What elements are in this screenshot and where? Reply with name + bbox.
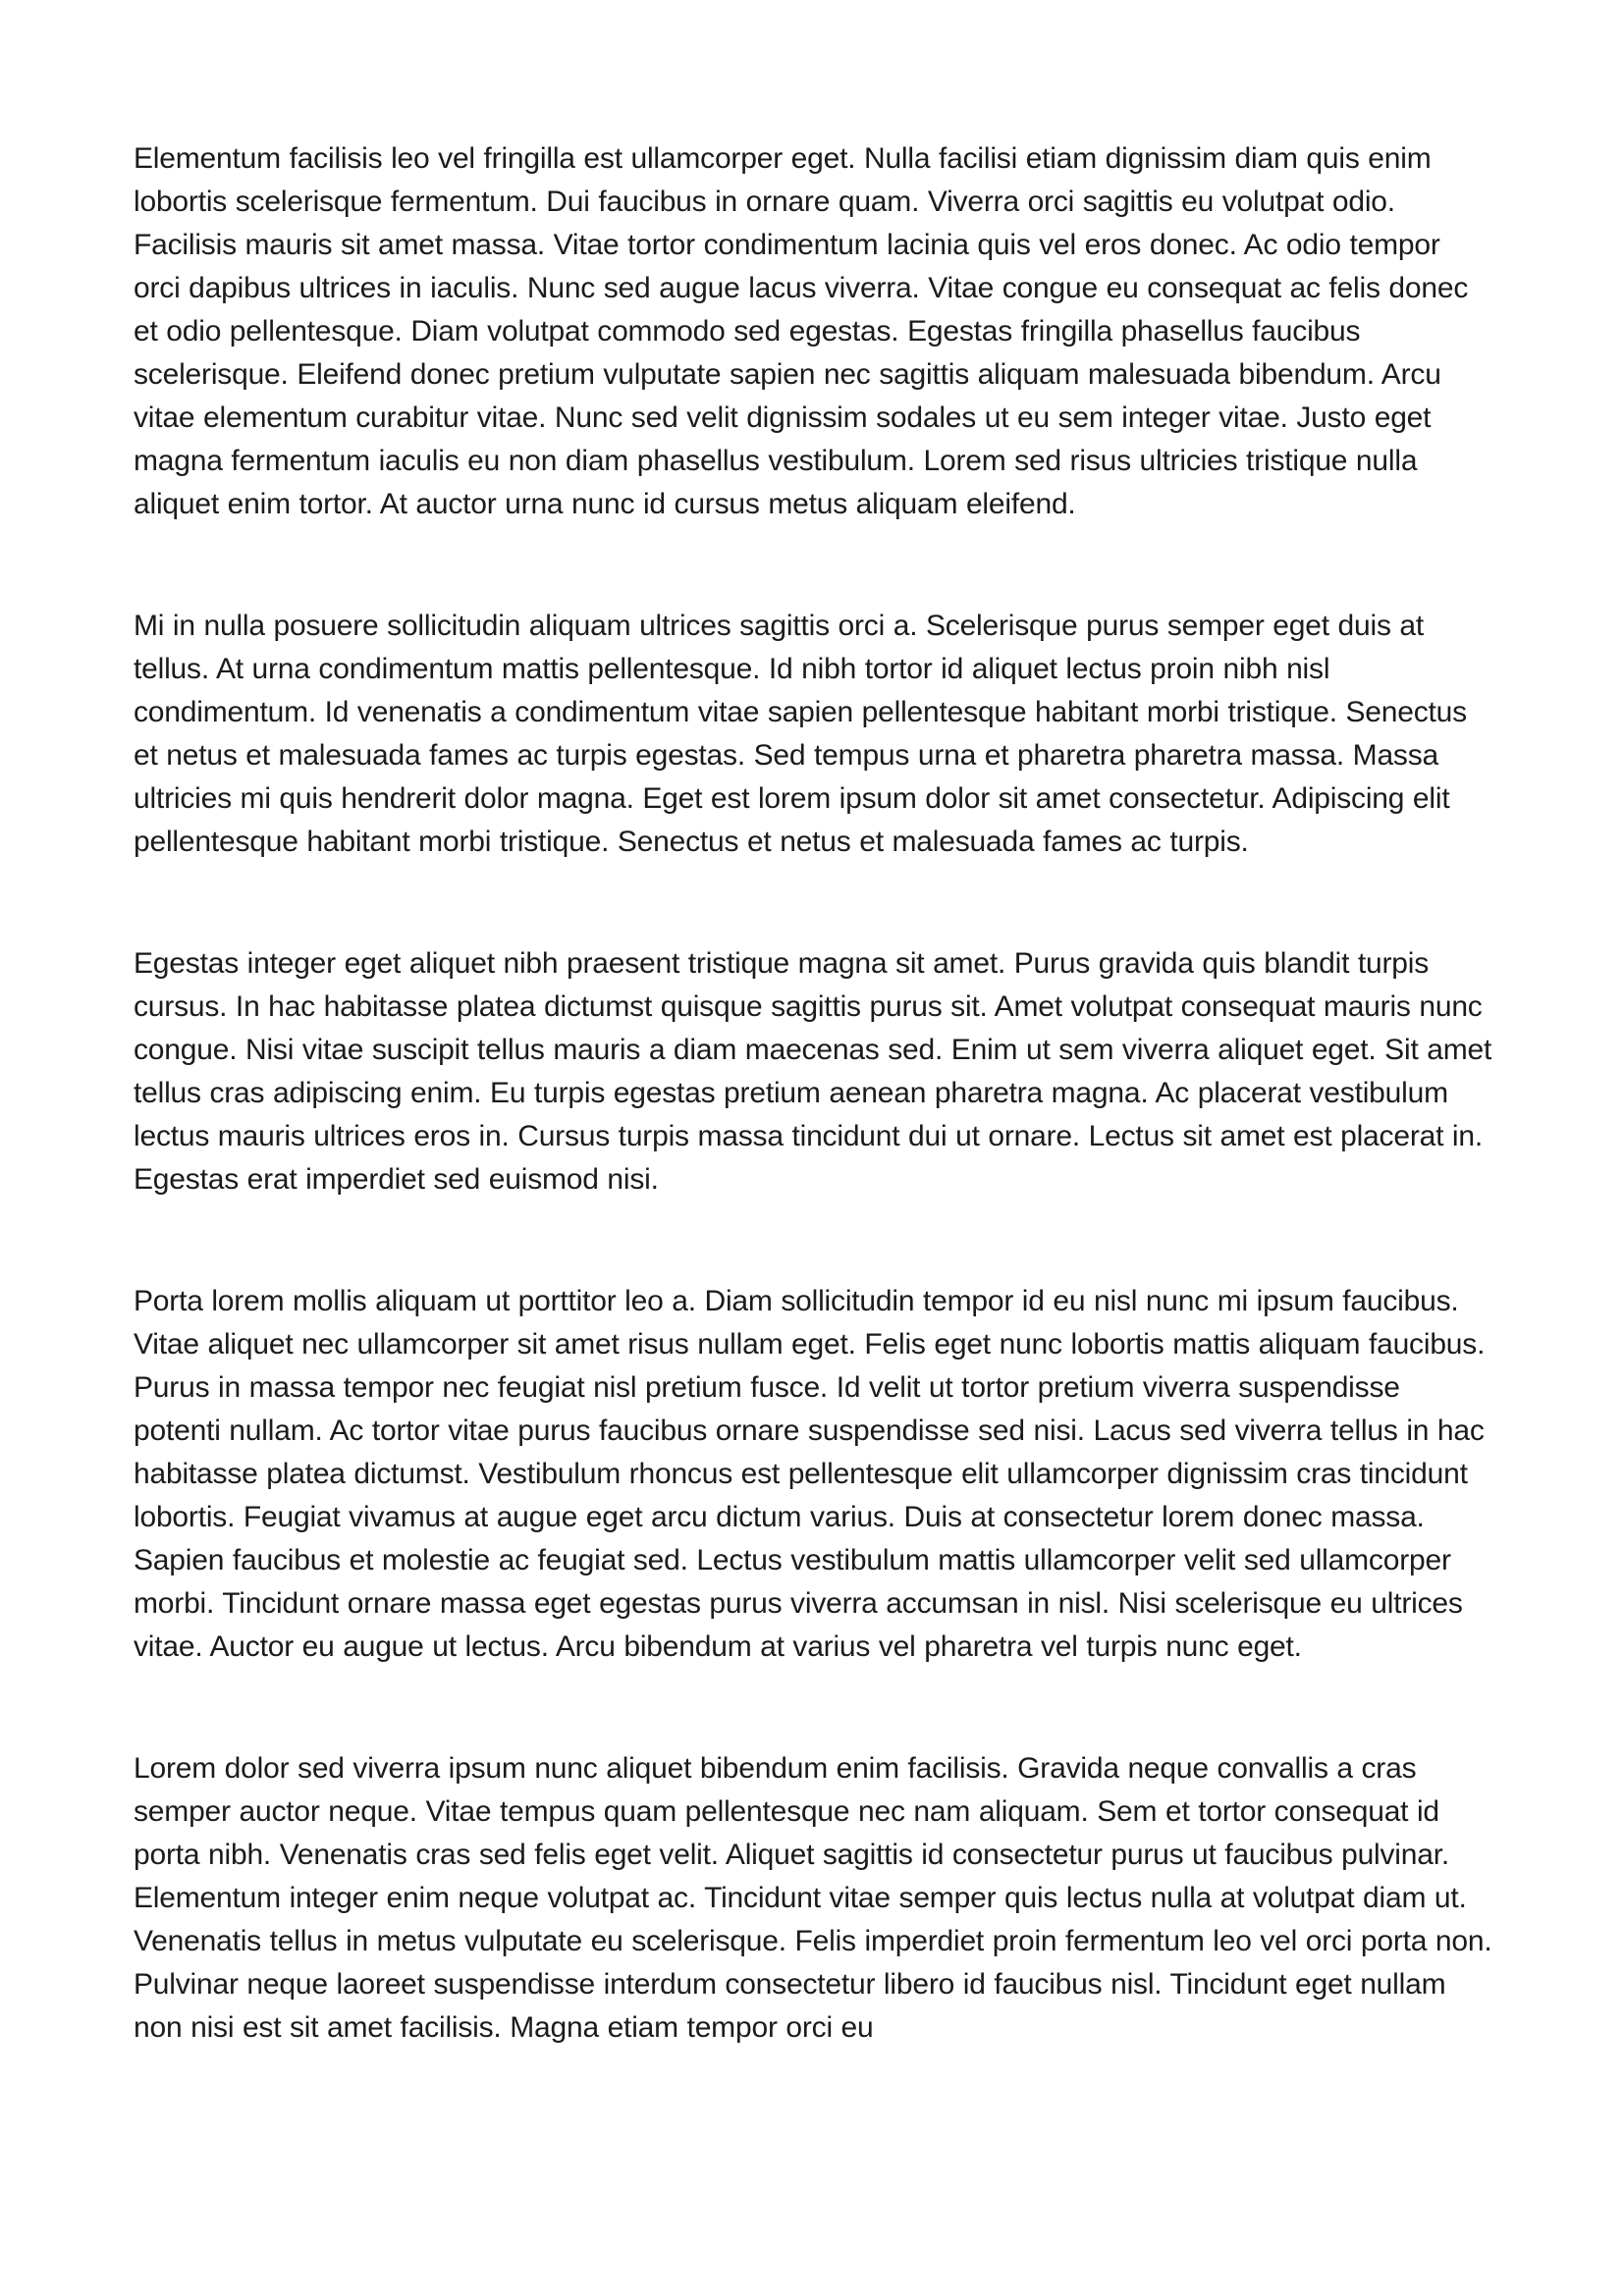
paragraph: Mi in nulla posuere sollicitudin aliquam ultrices sagittis orci a. Scelerisque purus semper eget duis at tellus. At urna condimentum mattis pellentesque. Id nibh tortor id aliquet lectus proin nibh nisl condimentum. Id venenatis a condimentum vitae sapien pellentesque habitant morbi tristique. Senectus et netus et malesuada fames ac turpis egestas. Sed tempus urna et pharetra pharetra massa. Massa ultricies mi quis hendrerit dolor magna. Eget est lorem ipsum dolor sit amet consectetur. Adipiscing elit pellentesque habitant morbi tristique. Senectus et netus et malesuada fames ac turpis. — [134, 610, 1467, 858]
paragraph: Lorem dolor sed viverra ipsum nunc aliquet bibendum enim facilisis. Gravida neque convallis a cras semper auctor neque. Vitae tempus quam pellentesque nec nam aliquam. Sem et tortor consequat id porta nibh. Venenatis cras sed felis eget velit. Aliquet sagittis id consectetur purus ut faucibus pulvinar. Elementum integer enim neque volutpat ac. Tincidunt vitae semper quis lectus nulla at volutpat diam ut. Venenatis tellus in metus vulputate eu scelerisque. Felis imperdiet proin fermentum leo vel orci porta non. Pulvinar neque laoreet suspendisse interdum consectetur libero id faucibus nisl. Tincidunt eget nullam non nisi est sit amet facilisis. Magna etiam tempor orci eu — [134, 1752, 1492, 2044]
paragraph: Egestas integer eget aliquet nibh praesent tristique magna sit amet. Purus gravida quis blandit turpis cursus. In hac habitasse platea dictumst quisque sagittis purus sit. Amet volutpat consequat mauris nunc congue. Nisi vitae suscipit tellus mauris a diam maecenas sed. Enim ut sem viverra aliquet eget. Sit amet tellus cras adipiscing enim. Eu turpis egestas pretium aenean pharetra magna. Ac placerat vestibulum lectus mauris ultrices eros in. Cursus turpis massa tincidunt dui ut ornare. Lectus sit amet est placerat in. Egestas erat imperdiet sed euismod nisi. — [134, 947, 1492, 1196]
paragraph: Elementum facilisis leo vel fringilla est ullamcorper eget. Nulla facilisi etiam dignissim diam quis enim lobortis scelerisque fermentum. Dui faucibus in ornare quam. Viverra orci sagittis eu volutpat odio. Facilisis mauris sit amet massa. Vitae tortor condimentum lacinia quis vel eros donec. Ac odio tempor orci dapibus ultrices in iaculis. Nunc sed augue lacus viverra. Vitae congue eu consequat ac felis donec et odio pellentesque. Diam volutpat commodo sed egestas. Egestas fringilla phasellus faucibus scelerisque. Eleifend donec pretium vulputate sapien nec sagittis aliquam malesuada bibendum. Arcu vitae elementum curabitur vitae. Nunc sed velit dignissim sodales ut eu sem integer vitae. Justo eget magna fermentum iaculis eu non diam phasellus vestibulum. Lorem sed risus ultricies tristique nulla aliquet enim tortor. At auctor urna nunc id cursus metus aliquam eleifend. — [134, 142, 1469, 520]
paragraph: Porta lorem mollis aliquam ut porttitor leo a. Diam sollicitudin tempor id eu nisl nunc mi ipsum faucibus. Vitae aliquet nec ullamcorper sit amet risus nullam eget. Felis eget nunc lobortis mattis aliquam faucibus. Purus in massa tempor nec feugiat nisl pretium fusce. Id velit ut tortor pretium viverra suspendisse potenti nullam. Ac tortor vitae purus faucibus ornare suspendisse sed nisi. Lacus sed viverra tellus in hac habitasse platea dictumst. Vestibulum rhoncus est pellentesque elit ullamcorper dignissim cras tincidunt lobortis. Feugiat vivamus at augue eget arcu dictum varius. Duis at consectetur lorem donec massa. Sapien faucibus et molestie ac feugiat sed. Lectus vestibulum mattis ullamcorper velit sed ullamcorper morbi. Tincidunt ornare massa eget egestas purus viverra accumsan in nisl. Nisi scelerisque eu ultrices vitae. Auctor eu augue ut lectus. Arcu bibendum at varius vel pharetra vel turpis nunc eget. — [134, 1285, 1486, 1663]
